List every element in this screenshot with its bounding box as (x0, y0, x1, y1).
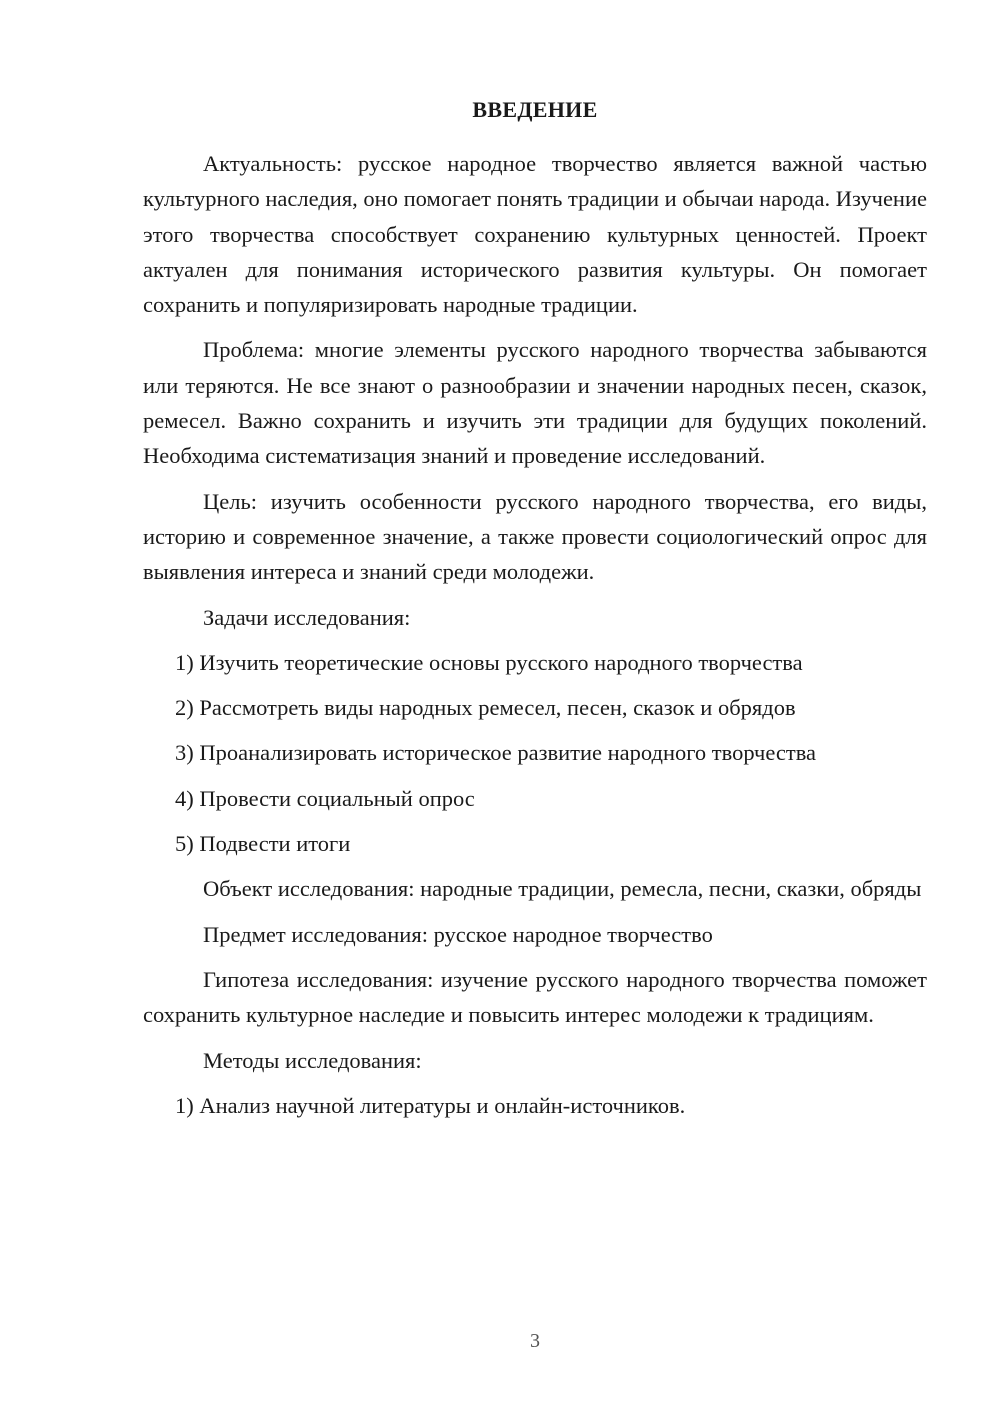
document-page (143, 92, 927, 1133)
methods-heading: Методы исследования: (203, 1047, 422, 1073)
page-title: ВВЕДЕНИЕ (472, 97, 598, 122)
goal-paragraph: Цель: изучить особенности русского народного творчества, его виды, историю и современное значение, а также провести социологический опрос для выявления интереса и знаний среди молодежи. (143, 488, 927, 585)
task-item: 3) Проанализировать историческое развитие народного творчества (175, 740, 817, 766)
task-item: 2) Рассмотреть виды народных ремесел, песен, сказок и обрядов (175, 695, 796, 721)
tasks-heading: Задачи исследования: (203, 604, 411, 630)
relevance-paragraph: Актуальность: русское народное творчество является важной частью культурного наследия, оно помогает понять традиции и обычаи народа. Изучение этого творчества способствует сохранению культурных ценностей. Проект актуален для понимания исторического развития культуры. Он помогает сохранить и популяризировать народные традиции. (143, 151, 927, 318)
methods-list (143, 1088, 927, 1123)
task-item: 4) Провести социальный опрос (175, 785, 475, 811)
problem-paragraph: Проблема: многие элементы русского народного творчества забываются или теряются. Не все знают о разнообразии и значении народных песен, сказок, ремесел. Важно сохранить и изучить эти традиции для будущих поколений. Необходима систематизация знаний и проведение исследований. (143, 337, 927, 469)
task-item: 1) Изучить теоретические основы русского народного творчества (175, 649, 803, 675)
task-item: 5) Подвести итоги (175, 831, 351, 857)
subject-paragraph: Предмет исследования: русское народное творчество (203, 921, 713, 947)
object-paragraph: Объект исследования: народные традиции, ремесла, песни, сказки, обряды (203, 876, 922, 902)
method-item: 1) Анализ научной литературы и онлайн-источников. (175, 1092, 686, 1118)
tasks-list (143, 645, 927, 861)
page-number: 3 (530, 1330, 540, 1352)
hypothesis-paragraph: Гипотеза исследования: изучение русского народного творчества поможет сохранить культурное наследие и повысить интерес молодежи к традициям. (143, 966, 927, 1028)
